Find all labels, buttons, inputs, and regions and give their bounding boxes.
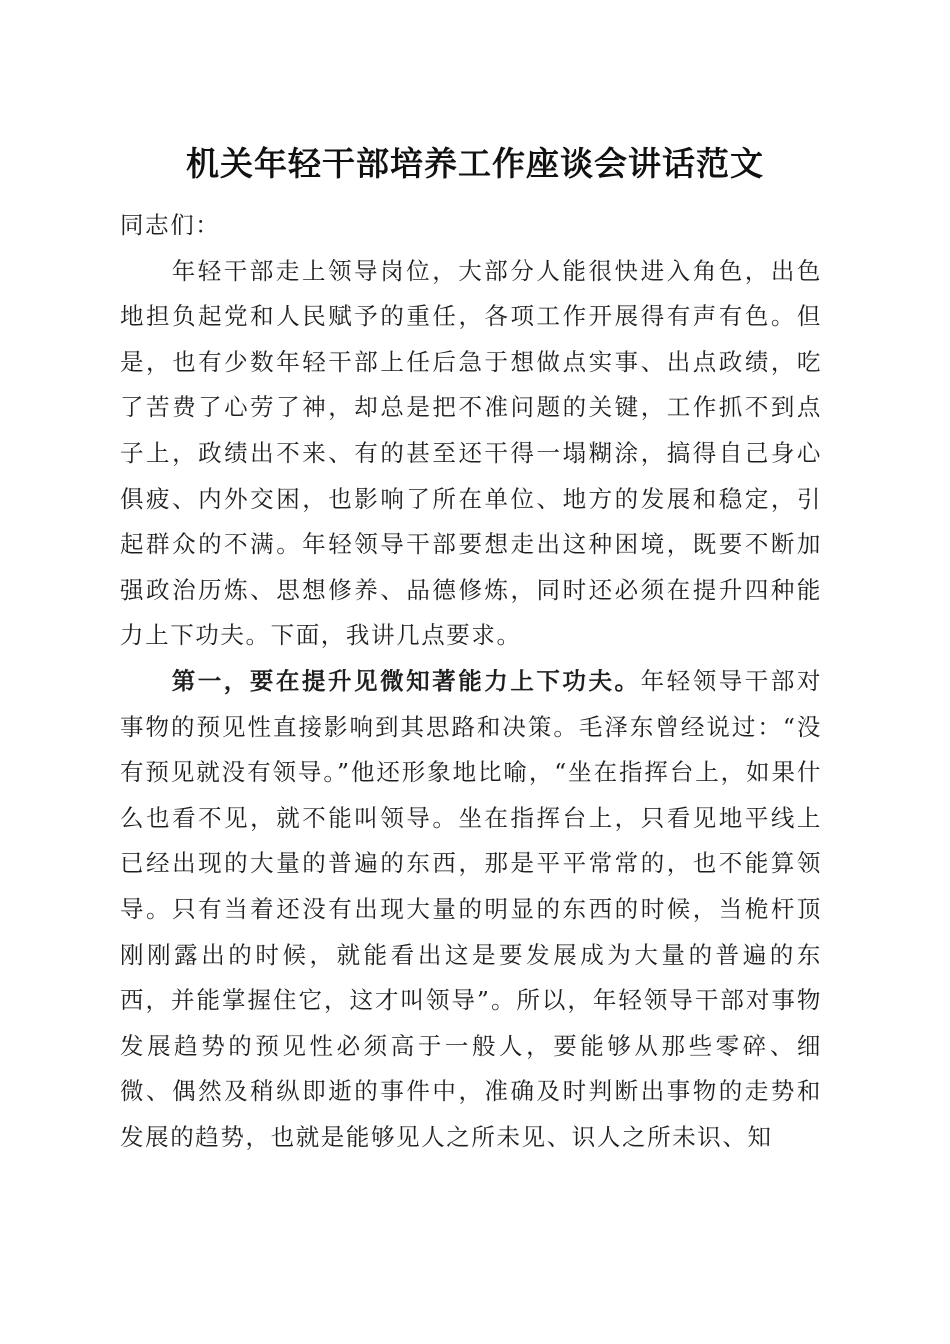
salutation: 同志们： <box>120 211 221 239</box>
paragraph-intro <box>120 249 822 659</box>
document-title: 机关年轻干部培养工作座谈会讲话范文 <box>186 144 764 183</box>
paragraph-first-point <box>120 659 822 1161</box>
paragraph-lead: 第一，要在提升见微知著能力上下功夫。 <box>171 666 641 695</box>
paragraph-text: 年轻领导干部对事物的预见性直接影响到其思路和决策。毛泽东曾经说过：“没有预见就没有领导。”他还形象地比喻，“坐在指挥台上，如果什么也看不见，就不能叫领导。坐在指挥台上，只看见地平线上已经出现的大量的普遍的东西，那是平平常常的，也不能算领导。只有当着还没有出现大量的明显的东西的时候，当桅杆顶刚刚露出的时候，就能看出这是要发展成为大量的普遍的东西，并能掌握住它，这才叫领导”。所以，年轻领导干部对事物发展趋势的预见性必须高于一般人，要能够从那些零碎、细微、偶然及稍纵即逝的事件中，准确及时判断出事物的走势和发展的趋势，也就是能够见人之所未见、识人之所未识、知 <box>120 666 822 1151</box>
document-body <box>120 203 822 1160</box>
paragraph-text: 年轻干部走上领导岗位，大部分人能很快进入角色，出色地担负起党和人民赋予的重任，各项工作开展得有声有色。但是，也有少数年轻干部上任后急于想做点实事、出点政绩，吃了苦费了心劳了神，却总是把不准问题的关键，工作抓不到点子上，政绩出不来、有的甚至还干得一塌糊涂，搞得自己身心俱疲、内外交困，也影响了所在单位、地方的发展和稳定，引起群众的不满。年轻领导干部要想走出这种困境，既要不断加强政治历炼、思想修养、品德修炼，同时还必须在提升四种能力上下功夫。下面，我讲几点要求。 <box>120 256 822 650</box>
